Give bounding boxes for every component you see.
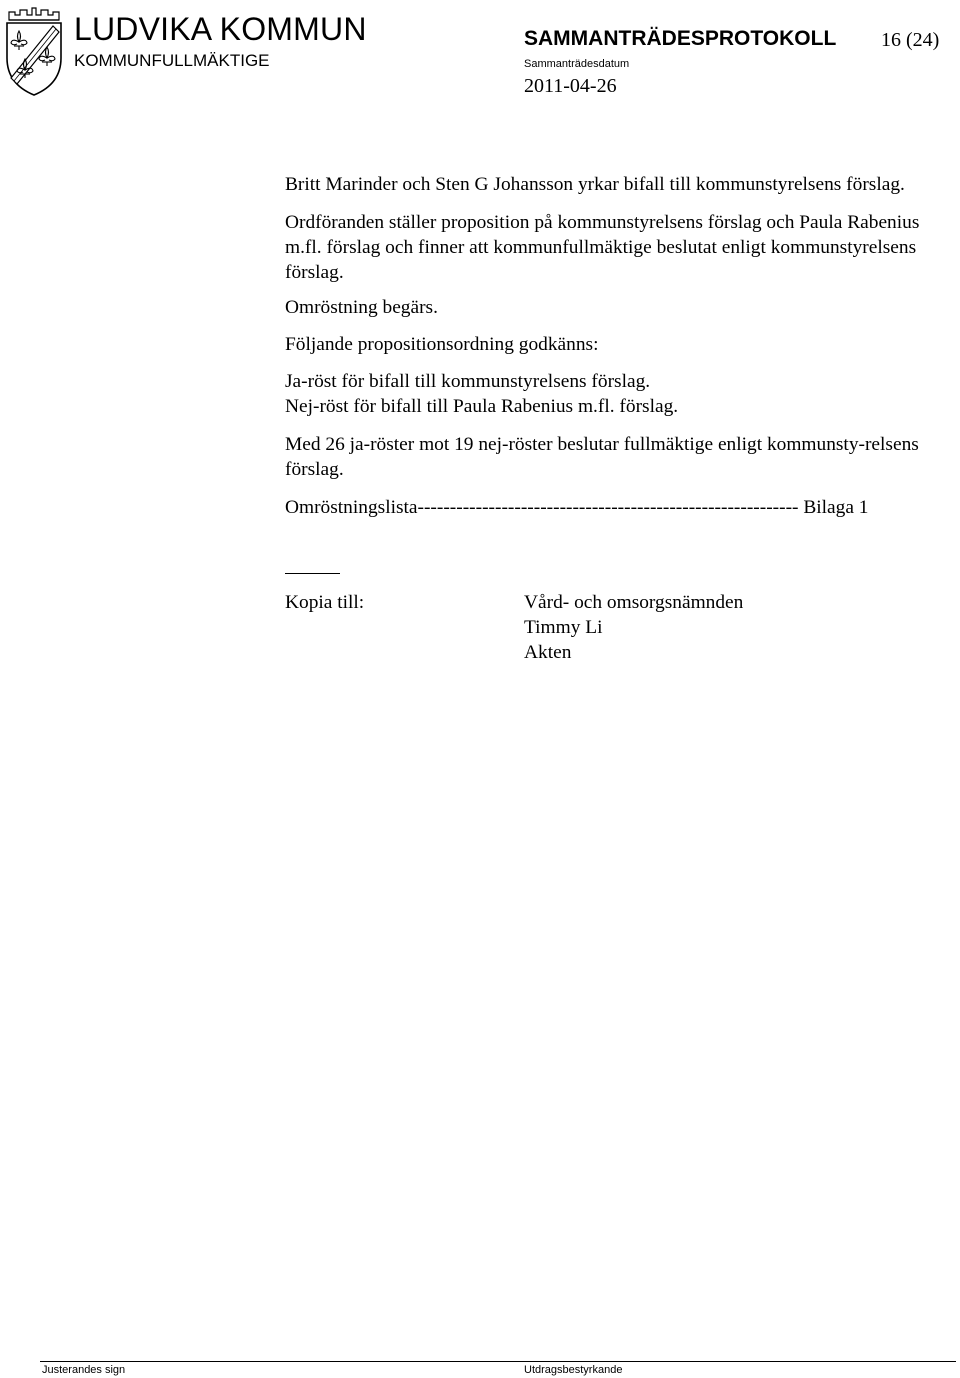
- municipal-coat-of-arms-icon: [3, 6, 65, 98]
- meeting-date-value: 2011-04-26: [524, 75, 617, 97]
- extract-certification-label: Utdragsbestyrkande: [524, 1364, 623, 1376]
- adjuster-signature-label: Justerandes sign: [42, 1364, 126, 1376]
- protocol-body: [285, 172, 951, 520]
- vote-result: Med 26 ja-röster mot 19 nej-röster beslutar fullmäktige enligt kommunsty-relsens förslag.: [285, 434, 919, 480]
- copy-recipient: Timmy Li: [524, 617, 603, 638]
- copy-recipient: Vård- och omsorgsnämnden: [524, 592, 744, 613]
- organization-name: LUDVIKA KOMMUN: [74, 11, 367, 47]
- vote-option-no: Nej-röst för bifall till Paula Rabenius m.fl. förslag.: [285, 396, 679, 417]
- body-paragraph: Britt Marinder och Sten G Johansson yrkar bifall till kommunstyrelsens förslag.: [285, 174, 905, 195]
- copy-recipient: Akten: [524, 642, 572, 663]
- page-number: 16 (24): [881, 29, 940, 51]
- body-paragraph: Omröstning begärs.: [285, 297, 438, 318]
- organization-unit: KOMMUNFULLMÄKTIGE: [74, 51, 270, 70]
- body-paragraph: Följande propositionsordning godkänns:: [285, 334, 599, 355]
- document-title: SAMMANTRÄDESPROTOKOLL: [524, 27, 837, 50]
- meeting-date-label: Sammanträdesdatum: [524, 58, 630, 70]
- vote-option-yes: Ja-röst för bifall till kommunstyrelsens förslag.: [285, 371, 651, 392]
- copy-to-label: Kopia till:: [285, 592, 365, 613]
- body-paragraph: Ordföranden ställer proposition på kommunstyrelsens förslag och Paula Rabenius m.fl. förslag och finner att kommunfullmäktige beslutat enligt kommunstyrelsens förslag.: [285, 212, 920, 283]
- footer-divider: [40, 1361, 956, 1362]
- copy-recipients: [524, 590, 743, 665]
- section-divider: [285, 573, 340, 574]
- attachment-reference: Omröstningslista----------------------------------------------------------- Bilaga 1: [285, 497, 869, 518]
